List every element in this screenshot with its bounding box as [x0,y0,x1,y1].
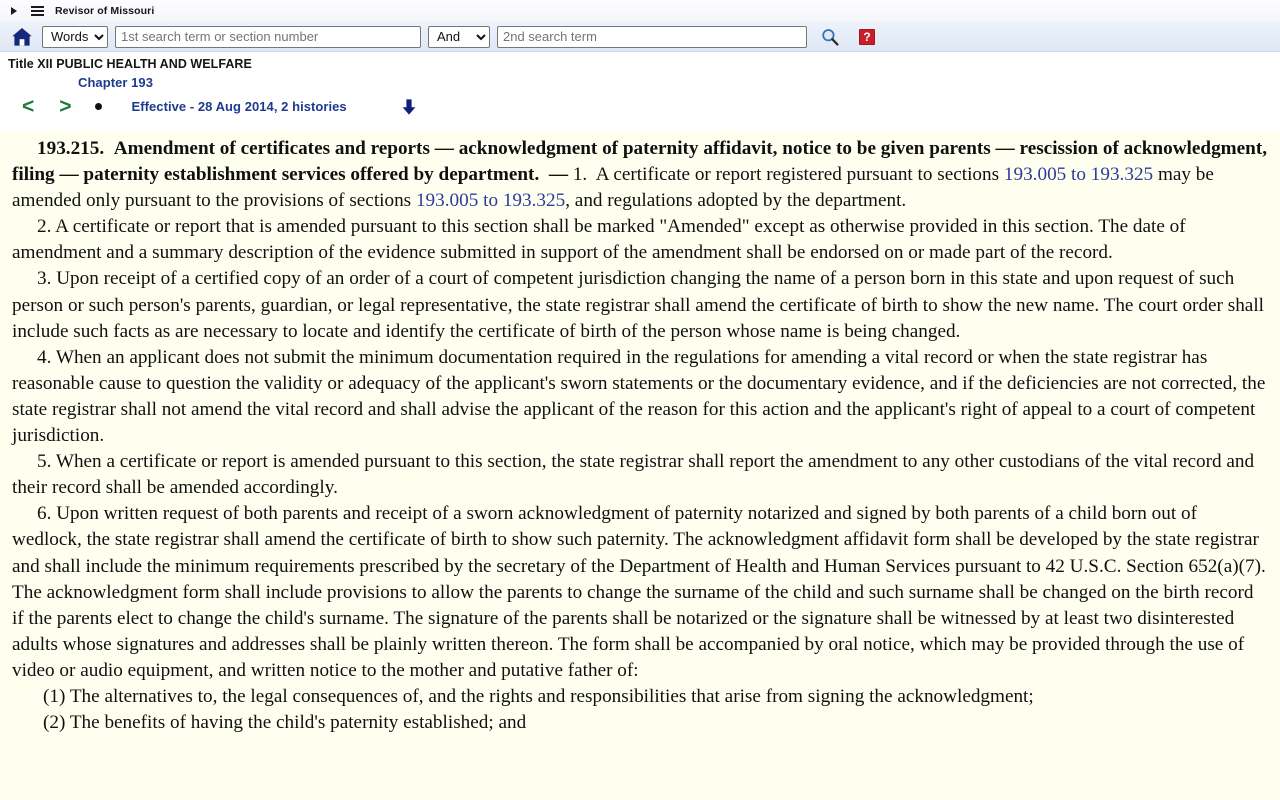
heading-dash: — [548,164,569,186]
effective-date-link[interactable]: Effective - 28 Aug 2014, 2 histories [131,99,347,114]
prev-section-button[interactable]: < [22,95,35,118]
section-subitem-1: (1) The alternatives to, the legal consequences of, and the rights and responsibilities that arise from signing the acknowledgment; [43,685,1034,707]
search-operator-select[interactable] [428,26,490,48]
bullet-icon[interactable] [95,103,102,110]
section-paragraph-6: 6. Upon written request of both parents and receipt of a sworn acknowledgment of paternity notarized and signed by both parents of a child born out of wedlock, the state registrar shall amend the certificate of birth to show such paternity. The acknowledgment affidavit form shall be developed by the state registrar and shall include the minimum requirements prescribed by the secretary of the Department of Health and Human Services pursuant to 42 U.S.C. Section 652(a)(7). The acknowledgment form shall include provisions to allow the parents to change the surname of the child and such surname shall be changed on the birth record if the parents elect to change the child's surname. The signature of the parents shall be notarized or the signature shall be witnessed by at least two disinterested adults whose signatures and addresses shall be plainly written thereon. The form shall be accompanied by oral notice, which may be provided through the use of video or audio equipment, and written notice to the mother and putative father of: [12,503,1266,681]
section-range-link-2[interactable]: 193.005 to 193.325 [415,190,566,212]
section-paragraph-3: 3. Upon receipt of a certified copy of an order of a court of competent jurisdiction changing the name of a person born in this state and upon request of such person or such person's parents, guardian, or legal representative, the state registrar shall amend the certificate of birth to show the new name. The court order shall include such facts as are necessary to locate and identify the certificate of birth of the person whose name is being changed. [12,268,1264,342]
section-subitem-2: (2) The benefits of having the child's paternity established; and [43,712,527,734]
search-input-2[interactable] [497,26,807,48]
para1-text-after: , and regulations adopted by the department. [565,190,907,212]
window-title: Revisor of Missouri [55,5,155,17]
section-paragraph-5: 5. When a certificate or report is amended pursuant to this section, the state registrar shall report the amendment to any other custodians of the vital record and their record shall be amended accordingly. [12,451,1255,499]
search-mode-select[interactable] [42,26,108,48]
search-toolbar [0,22,1280,52]
down-arrow-icon[interactable] [399,97,419,117]
magnifier-icon[interactable] [820,27,840,47]
next-section-button[interactable]: > [59,95,72,118]
para1-text-middle: may be amended only pursuant to the provisions of sections [12,164,1214,212]
triangle-right-icon[interactable] [11,7,17,15]
section-navigation [0,90,1280,118]
section-number: 193.215. [37,138,105,159]
help-button[interactable]: ? [859,29,875,45]
section-paragraph-1 [12,136,1268,214]
home-icon[interactable] [11,27,33,47]
para1-number: 1. [572,164,588,186]
section-range-link-1[interactable]: 193.005 to 193.325 [1003,164,1154,186]
para1-text-before: A certificate or report registered pursuant to sections [595,164,1000,186]
search-input-1[interactable] [115,26,421,48]
title-heading: Title XII PUBLIC HEALTH AND WELFARE [8,57,252,71]
statute-text [0,130,1280,798]
hamburger-icon[interactable] [31,6,44,16]
window-titlebar [0,0,1280,22]
chapter-link[interactable]: Chapter 193 [78,75,153,90]
section-heading: Amendment of certificates and reports — acknowledgment of paternity affidavit, notice to be given parents — rescission of acknowledgment, filing — paternity establishment services offered by department. [12,138,1268,186]
section-paragraph-4: 4. When an applicant does not submit the minimum documentation required in the regulations for amending a vital record or when the state registrar has reasonable cause to question the validity or adequacy of the applicant's sworn statements or the documentary evidence, and if the deficiencies are not corrected, the state registrar shall not amend the vital record and shall advise the applicant of the reason for this action and the applicant's right of appeal to a court of competent jurisdiction. [12,346,1266,447]
document-header [0,52,1280,130]
section-paragraph-2: 2. A certificate or report that is amended pursuant to this section shall be marked "Amended" except as otherwise provided in this section. The date of amendment and a summary description of the evidence submitted in support of the amendment shall be endorsed on or made part of the record. [12,216,1186,264]
